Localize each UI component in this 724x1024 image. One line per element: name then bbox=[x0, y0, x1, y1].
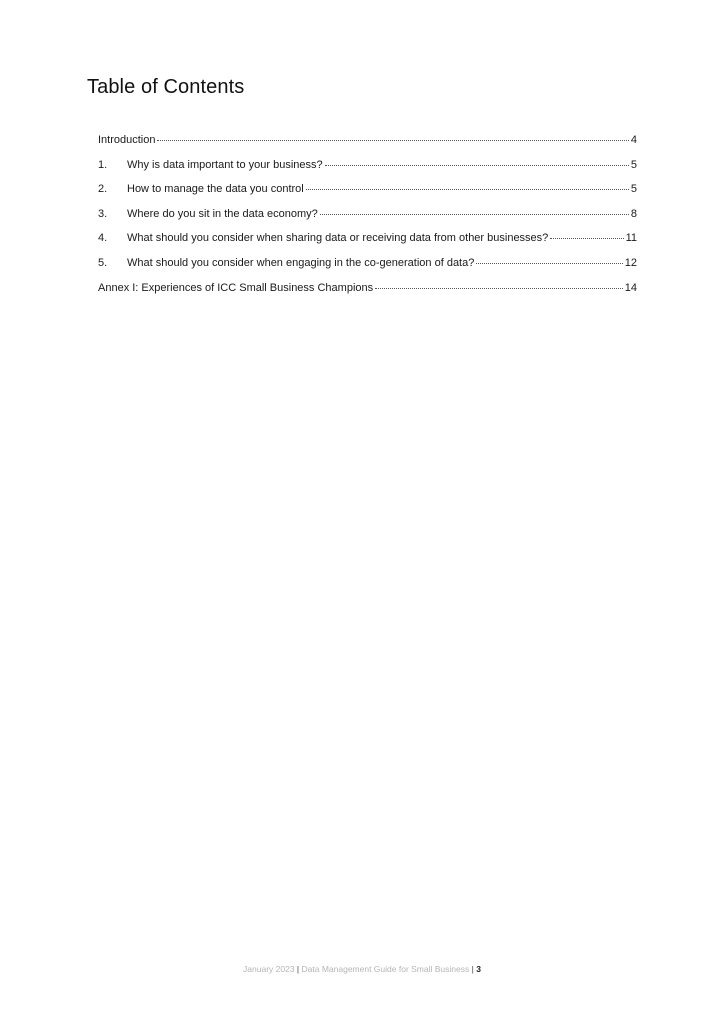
toc-entry-text: What should you consider when sharing data or receiving data from other businesses? bbox=[127, 232, 549, 245]
toc-entry-text: What should you consider when engaging in the co-generation of data? bbox=[127, 256, 475, 269]
toc-entry-4[interactable] bbox=[98, 228, 637, 253]
toc-entry-number: 5. bbox=[98, 256, 108, 269]
toc-entry-number: 2. bbox=[98, 183, 108, 196]
toc-entry-text: Why is data important to your business? bbox=[127, 158, 323, 171]
toc-entry-1[interactable] bbox=[98, 155, 637, 180]
toc-entry-page: 11 bbox=[625, 232, 637, 245]
toc-dot-leader bbox=[550, 238, 623, 239]
toc-entry-2[interactable] bbox=[98, 179, 637, 204]
toc-entry-number: 3. bbox=[98, 207, 108, 220]
toc-entry-text: Introduction bbox=[98, 134, 156, 146]
toc-entry-text: How to manage the data you control bbox=[127, 183, 304, 196]
toc-entry-page: 4 bbox=[630, 134, 637, 146]
toc-entry-number: 1. bbox=[98, 158, 108, 171]
toc-entry-page: 12 bbox=[624, 256, 637, 269]
toc-dot-leader bbox=[306, 189, 629, 190]
footer-page-number: 3 bbox=[476, 964, 481, 974]
toc-entry-page: 5 bbox=[630, 158, 637, 171]
toc-entry-number: 4. bbox=[98, 232, 108, 245]
footer-separator: | bbox=[471, 964, 474, 974]
toc-entry-page: 5 bbox=[630, 183, 637, 196]
toc-dot-leader bbox=[157, 140, 628, 141]
table-of-contents bbox=[98, 130, 637, 302]
footer-date: January 2023 bbox=[243, 964, 295, 974]
toc-dot-leader bbox=[476, 263, 622, 264]
toc-entry-3[interactable] bbox=[98, 204, 637, 229]
toc-entry-annex-1[interactable] bbox=[98, 278, 637, 303]
footer-document-title: Data Management Guide for Small Business bbox=[301, 964, 470, 974]
toc-entry-page: 14 bbox=[624, 281, 637, 294]
toc-dot-leader bbox=[320, 214, 629, 215]
toc-entry-text: Annex I: Experiences of ICC Small Business Champions bbox=[98, 281, 374, 294]
toc-entry-text: Where do you sit in the data economy? bbox=[127, 207, 318, 220]
footer-separator: | bbox=[296, 964, 300, 974]
toc-entry-page: 8 bbox=[630, 207, 637, 220]
toc-dot-leader bbox=[325, 165, 629, 166]
toc-entry-introduction[interactable] bbox=[98, 130, 637, 155]
page-title: Table of Contents bbox=[87, 76, 245, 98]
page-footer bbox=[0, 964, 724, 974]
toc-dot-leader bbox=[375, 288, 623, 289]
toc-entry-5[interactable] bbox=[98, 253, 637, 278]
